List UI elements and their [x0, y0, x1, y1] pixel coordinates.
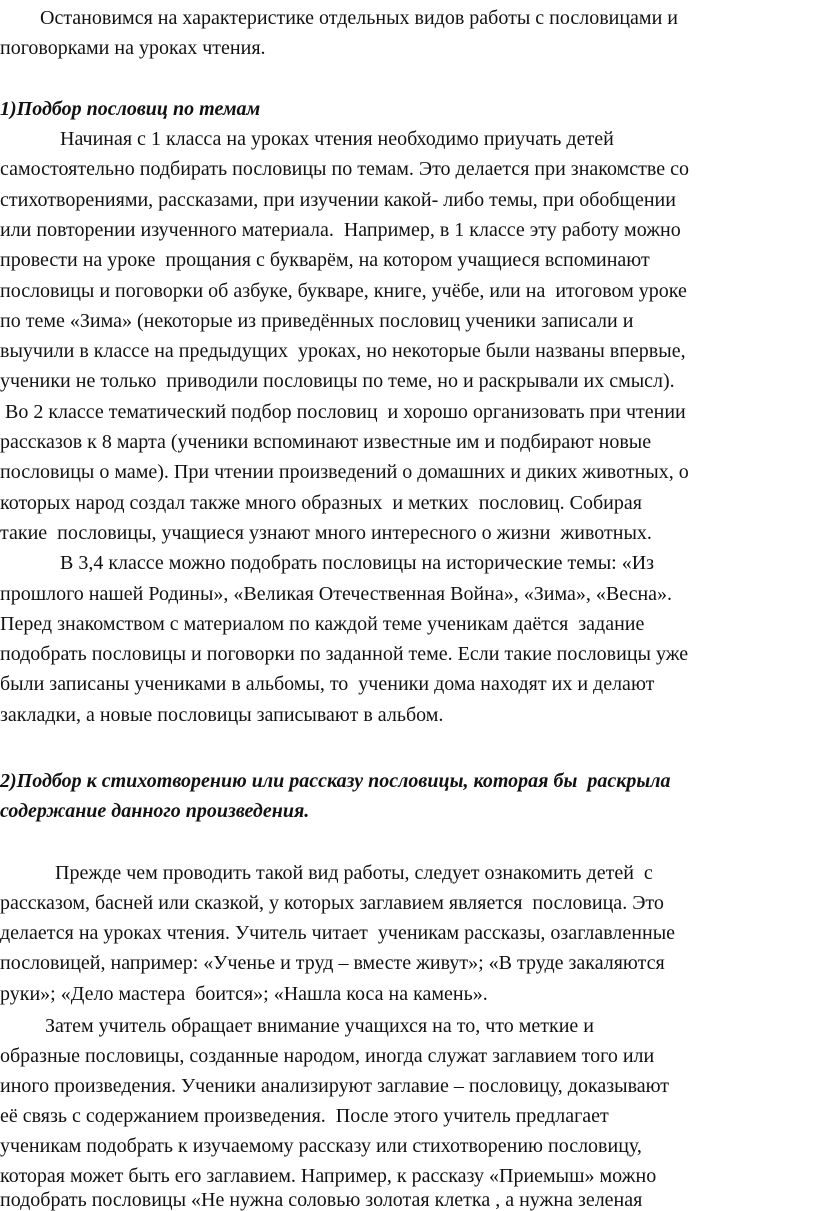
paragraph-2-line-1: самостоятельно подбирать пословицы по темам. Это делается при знакомстве со	[0, 158, 689, 180]
section-heading-1: 1)Подбор пословиц по темам	[0, 98, 261, 120]
paragraph-3-line-5: закладки, а новые пословицы записывают в альбом.	[0, 704, 444, 726]
paragraph-6-line-3: её связь с содержанием произведения. После этого учитель предлагает	[0, 1105, 609, 1127]
paragraph-3-line-0: В 3,4 классе можно подобрать пословицы на исторические темы: «Из	[0, 552, 655, 574]
paragraph-2-line-3: или повторении изученного материала. Например, в 1 классе эту работу можно	[0, 219, 681, 241]
paragraph-6-line-0: Затем учитель обращает внимание учащихся на то, что меткие и	[0, 1015, 595, 1037]
paragraph-2-line-8: ученики не только приводили пословицы по теме, но и раскрывали их смысл).	[0, 370, 675, 392]
paragraph-2-line-6: по теме «Зима» (некоторые из приведённых пословиц ученики записали и	[0, 310, 634, 332]
section-heading-2-line-1: содержание данного произведения.	[0, 800, 310, 822]
paragraph-2-line-5: пословицы и поговорки об азбуке, букваре, книге, учёбе, или на итоговом уроке	[0, 280, 687, 302]
paragraph-6-line-1: образные пословицы, созданные народом, иногда служат заглавием того или	[0, 1045, 655, 1067]
paragraph-2-line-7: выучили в классе на предыдущих уроках, но некоторые были названы впервые,	[0, 340, 686, 362]
paragraph-0-line-0: Остановимся на характеристике отдельных видов работы с пословицами и	[0, 7, 678, 29]
paragraph-2-line-11: пословицы о маме). При чтении произведений о домашних и диких животных, о	[0, 461, 689, 483]
paragraph-3-line-2: Перед знакомством с материалом по каждой теме ученикам даётся задание	[0, 613, 645, 635]
paragraph-0-line-1: поговорками на уроках чтения.	[0, 37, 266, 59]
paragraph-3-line-3: подобрать пословицы и поговорки по заданной теме. Если такие пословицы уже	[0, 643, 689, 665]
paragraph-2-line-0: Начиная с 1 класса на уроках чтения необходимо приучать детей	[0, 128, 614, 150]
paragraph-2-line-9: Во 2 классе тематический подбор пословиц и хорошо организовать при чтении	[0, 401, 686, 423]
paragraph-2-line-2: стихотворениями, рассказами, при изучении какой- либо темы, при обобщении	[0, 189, 676, 211]
paragraph-6-line-6: подобрать пословицы «Не нужна соловью золотая клетка , а нужна зеленая	[0, 1189, 643, 1211]
paragraph-2-line-4: провести на уроке прощания с букварём, на котором учащиеся вспоминают	[0, 249, 650, 271]
paragraph-2-line-10: рассказов к 8 марта (ученики вспоминают известные им и подбирают новые	[0, 431, 652, 453]
paragraph-6-line-4: ученикам подобрать к изучаемому рассказу или стихотворению пословицу,	[0, 1135, 642, 1157]
paragraph-5-line-0: Прежде чем проводить такой вид работы, следует ознакомить детей с	[0, 862, 653, 884]
paragraph-5-line-2: делается на уроках чтения. Учитель читает ученикам рассказы, озаглавленные	[0, 922, 676, 944]
paragraph-5-line-1: рассказом, басней или сказкой, у которых заглавием является пословица. Это	[0, 892, 664, 914]
paragraph-5-line-3: пословицей, например: «Ученье и труд – вместе живут»; «В труде закаляются	[0, 952, 665, 974]
paragraph-2-line-12: которых народ создал также много образных и метких пословиц. Собирая	[0, 492, 642, 514]
paragraph-5-line-4: руки»; «Дело мастера боится»; «Нашла коса на камень».	[0, 983, 488, 1005]
section-heading-2-line-0: 2)Подбор к стихотворению или рассказу пословицы, которая бы раскрыла	[0, 770, 671, 792]
paragraph-2-line-13: такие пословицы, учащиеся узнают много интересного о жизни животных.	[0, 522, 652, 544]
paragraph-6-line-2: иного произведения. Ученики анализируют заглавие – пословицу, доказывают	[0, 1075, 670, 1097]
paragraph-6-line-5: которая может быть его заглавием. Например, к рассказу «Приемыш» можно	[0, 1165, 657, 1187]
paragraph-3-line-4: были записаны учениками в альбомы, то ученики дома находят их и делают	[0, 673, 655, 695]
paragraph-3-line-1: прошлого нашей Родины», «Великая Отечественная Война», «Зима», «Весна».	[0, 583, 673, 605]
